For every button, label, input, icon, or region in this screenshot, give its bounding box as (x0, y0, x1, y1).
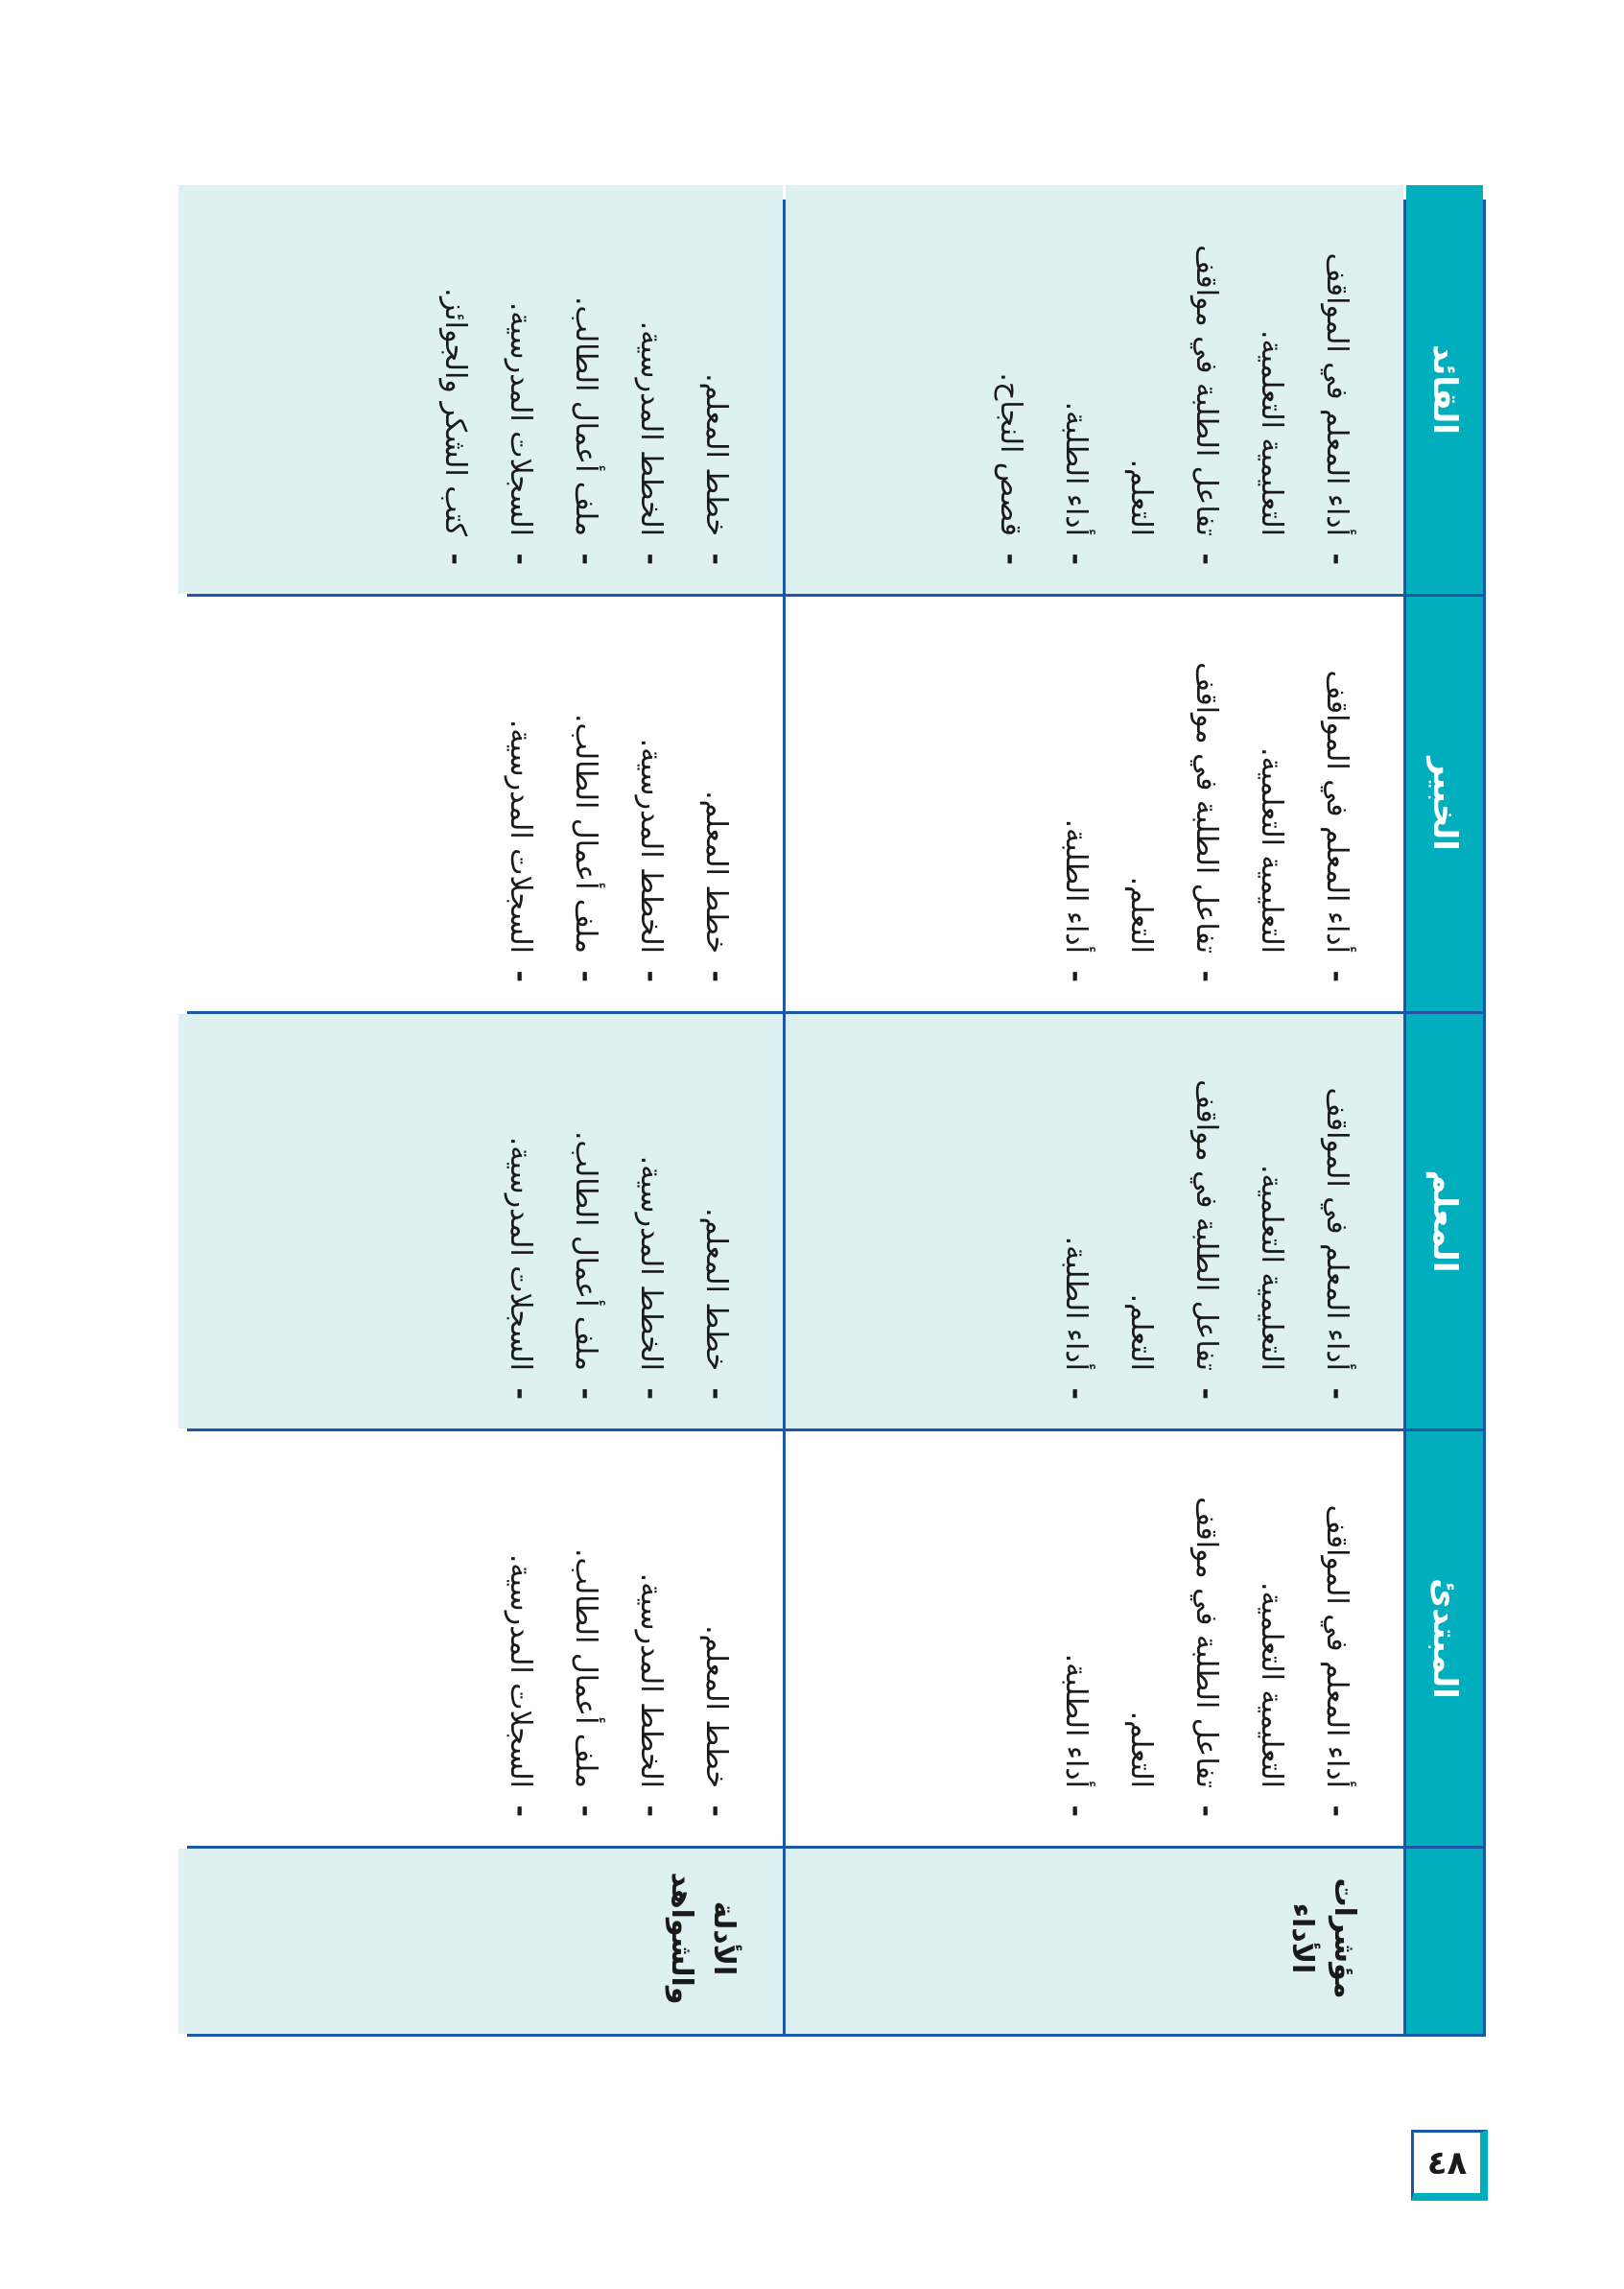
list-item: - خطط المعلم. (683, 1454, 748, 1817)
list-item: - تفاعل الطلبة في مواقف التعلم. (1108, 1037, 1238, 1400)
cell-evidence-teacher (178, 1014, 783, 1428)
list-item: - ملف أعمال الطالب. (553, 1454, 618, 1817)
list-item: - أداء المعلم في المواقف التعليمية التعلمية. (1238, 1037, 1369, 1400)
list-item: - الخطط المدرسية. (618, 1037, 683, 1400)
list-item: - قصص النجاح. (977, 208, 1043, 565)
competency-table (187, 200, 1486, 2037)
list-item: - الخطط المدرسية. (618, 1454, 683, 1817)
list-item: - أداء الطلبة. (1043, 208, 1108, 565)
list-item: - تفاعل الطلبة في مواقف التعلم. (1108, 620, 1238, 982)
list-item: - تفاعل الطلبة في مواقف التعلم. (1108, 208, 1238, 565)
list-item: - السجلات المدرسية. (487, 208, 553, 565)
header-teacher: المعلم (1406, 1014, 1483, 1428)
row-label-indicators: مؤشرات الأداء (786, 1849, 1403, 2034)
list-item: - تفاعل الطلبة في مواقف التعلم. (1108, 1454, 1238, 1817)
list-item: - الخطط المدرسية. (618, 208, 683, 565)
header-empty (1406, 1849, 1483, 2034)
list-item: - خطط المعلم. (683, 208, 748, 565)
list-item: - السجلات المدرسية. (487, 1454, 553, 1817)
cell-indicators-beginner (786, 1431, 1403, 1846)
list-item: - خطط المعلم. (683, 620, 748, 982)
cell-evidence-expert (178, 597, 783, 1011)
list-item: - أداء المعلم في المواقف التعليمية التعلمية. (1238, 1454, 1369, 1817)
cell-indicators-expert (786, 597, 1403, 1011)
cell-evidence-beginner (178, 1431, 783, 1846)
page-number: ٤٨ (1411, 2130, 1488, 2201)
header-beginner: المبتدئ (1406, 1431, 1483, 1846)
cell-indicators-leader (786, 185, 1403, 594)
list-item: - السجلات المدرسية. (487, 620, 553, 982)
list-item: - أداء المعلم في المواقف التعليمية التعلمية. (1238, 620, 1369, 982)
list-item: - الخطط المدرسية. (618, 620, 683, 982)
list-item: - أداء الطلبة. (1043, 620, 1108, 982)
list-item: - خطط المعلم. (683, 1037, 748, 1400)
list-item: - السجلات المدرسية. (487, 1037, 553, 1400)
list-item: - أداء الطلبة. (1043, 1037, 1108, 1400)
list-item: - كتب الشكر والجوائز. (422, 208, 487, 565)
row-label-evidence: الأدلة والشواهد (178, 1849, 783, 2034)
rotated-table-wrapper (187, 200, 1486, 2037)
cell-indicators-teacher (786, 1014, 1403, 1428)
list-item: - أداء الطلبة. (1043, 1454, 1108, 1817)
list-item: - ملف أعمال الطالب. (553, 1037, 618, 1400)
list-item: - ملف أعمال الطالب. (553, 208, 618, 565)
list-item: - ملف أعمال الطالب. (553, 620, 618, 982)
header-leader: القائد (1406, 185, 1483, 594)
header-expert: الخبير (1406, 597, 1483, 1011)
list-item: - أداء المعلم في المواقف التعليمية التعلمية. (1238, 208, 1369, 565)
cell-evidence-leader (178, 185, 783, 594)
